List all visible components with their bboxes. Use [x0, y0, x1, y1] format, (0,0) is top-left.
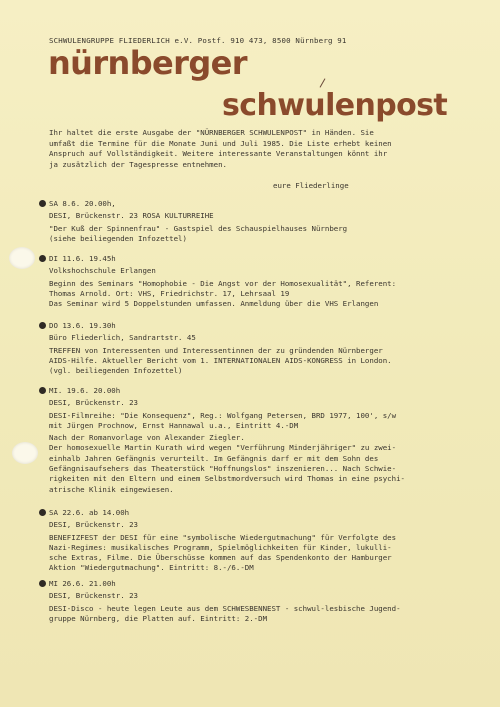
punch-hole-top [9, 247, 35, 269]
event-description: "Der Kuß der Spinnenfrau" - Gastspiel des Schauspielhauses Nürnberg (siehe beiliegenden Infozettel) [49, 223, 348, 243]
event-place: DESI, Brückenstr. 23 [49, 591, 138, 601]
pen-mark [320, 78, 326, 87]
bullet-icon [39, 200, 46, 207]
event-place: Volkshochschule Erlangen [49, 266, 156, 276]
event-place: DESI, Brückenstr. 23 ROSA KULTURREIHE [49, 211, 214, 221]
event-item [49, 199, 489, 246]
masthead-title-line1: nürnberger [48, 44, 247, 82]
sender-address: SCHWULENGRUPPE FLIEDERLICH e.V. Postf. 910 473, 8500 Nürnberg 91 [49, 36, 347, 45]
signature: eure Fliederlinge [273, 181, 349, 190]
bullet-icon [39, 255, 46, 262]
masthead-title-line2: schwulenpost [222, 88, 448, 123]
event-place: DESI, Brückenstr. 23 [49, 398, 138, 408]
event-date: DO 13.6. 19.30h [49, 321, 116, 330]
event-synopsis: Nach der Romanvorlage von Alexander Ziegler. Der homosexuelle Martin Kurath wird wegen "Verführung Minderjähriger" zu zwei- einhalb Jahren Gefängnis verurteilt. Im Gefängnis darf er mit dem Sohn des Gefängnisaufsehers das Theaterstück "Hoffnungslos" inszenieren... Nach Schwie- rigkeiten mit den Eltern und einem Selbstmordversuch wird Thomas in eine psychi- atrische Klinik eingewiesen. [49, 433, 405, 494]
event-date: MI 26.6. 21.00h [49, 579, 116, 588]
event-description: DESI-Disco - heute legen Leute aus dem SCHWESBENNEST - schwul-lesbische Jugend- gruppe Nürnberg, die Platten auf. Eintritt: 2.-DM [49, 603, 401, 623]
event-place: Büro Fliederlich, Sandrartstr. 45 [49, 333, 196, 343]
punch-hole-bottom [12, 442, 38, 464]
event-date: DI 11.6. 19.45h [49, 254, 116, 263]
event-description: TREFFEN von Interessenten und Interessentinnen der zu gründenden Nürnberger AIDS-Hilfe. Aktueller Bericht vom 1. INTERNATIONALEN AIDS-KONGRESS in London. (vgl. beiliegenden Infozettel) [49, 345, 392, 376]
event-date: MI. 19.6. 20.00h [49, 386, 121, 395]
bullet-icon [39, 509, 46, 516]
event-date: SA 8.6. 20.00h, [49, 199, 116, 208]
event-item [49, 579, 489, 626]
event-description: BENEFIZFEST der DESI für eine "symbolische Wiedergutmachung" für Verfolgte des Nazi-Regimes: musikalisches Programm, Spielmöglichkeiten für Kinder, lukulli- sche Extras, Filme. Die Überschüsse kommen auf das Spendenkonto der Hamburger Aktion "Wiedergutmachung". Eintritt: 8.-/6.-DM [49, 532, 397, 573]
event-place: DESI, Brückenstr. 23 [49, 520, 138, 530]
event-item [49, 508, 489, 576]
event-date: SA 22.6. ab 14.00h [49, 508, 130, 517]
bullet-icon [39, 580, 46, 587]
bullet-icon [39, 322, 46, 329]
bullet-icon [39, 387, 46, 394]
event-item [49, 254, 489, 311]
event-item [49, 321, 489, 378]
event-description: DESI-Filmreihe: "Die Konsequenz", Reg.: Wolfgang Petersen, BRD 1977, 100', s/w mit Jürgen Prochnow, Ernst Hannawal u.a., Eintritt 4.-DM [49, 410, 397, 430]
intro-text: Ihr haltet die erste Ausgabe der "NÜRNBERGER SCHWULENPOST" in Händen. Sie umfaßt die Termine für die Monate Juni und Juli 1985. Die Liste erhebt keinen Anspruch auf Vollständigkeit. Weitere interessante Veranstaltungen könnt ihr ja zusätzlich der Tagespresse entnehmen. [49, 128, 392, 169]
event-item [49, 386, 489, 497]
event-description: Beginn des Seminars "Homophobie - Die Angst vor der Homosexualität", Referent: Thomas Arnold. Ort: VHS, Friedrichstr. 17, Lehrsaal 19 Das Seminar wird 5 Doppelstunden umfassen. Anmeldung über die VHS Erlangen [49, 278, 397, 309]
